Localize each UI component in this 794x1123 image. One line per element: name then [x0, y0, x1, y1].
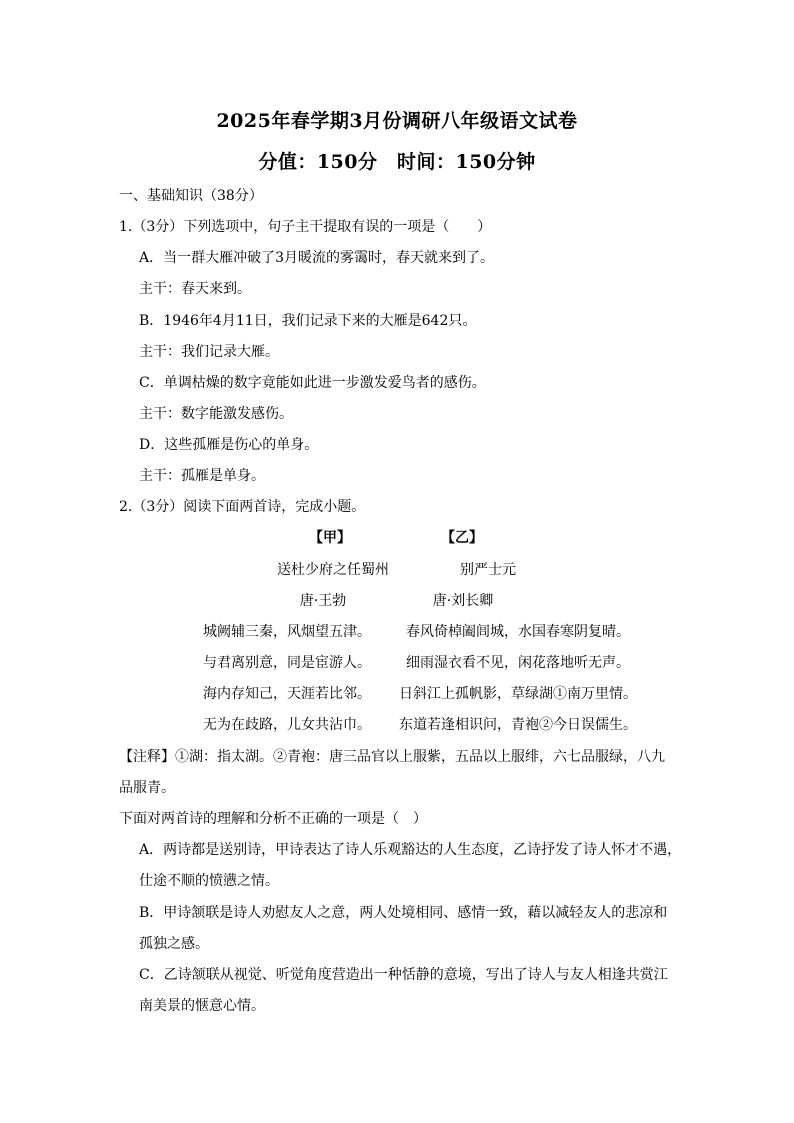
- question-2-stem: 2.（3分）阅读下面两首诗，完成小题。: [119, 499, 366, 515]
- poem-a-label: 【甲】: [309, 530, 351, 546]
- q1-option-a: A．当一群大雁冲破了3月暖流的雾霭时，春天就来到了。: [139, 250, 495, 266]
- q2-option-b: B．甲诗颔联是诗人劝慰友人之意，两人处境相同、感情一致，藉以减轻友人的悲凉和: [139, 905, 668, 921]
- poem-a-author: 唐·王勃: [299, 593, 347, 609]
- q1-option-c-trunk: 主干：数字能激发感伤。: [139, 406, 293, 422]
- q2-option-c-cont: 南美景的惬意心情。: [139, 998, 265, 1014]
- q2-option-b-cont: 孤独之感。: [139, 936, 209, 952]
- question-2-prompt: 下面对两首诗的理解和分析不正确的一项是（ ）: [119, 811, 427, 827]
- section-heading: 一、基础知识（38分）: [119, 188, 263, 204]
- poem-b-line: 东道若逢相识问，青袍②今日误儒生。: [399, 717, 637, 733]
- poem-a-line: 海内存知己，天涯若比邻。: [203, 686, 371, 702]
- q1-option-d-trunk: 主干：孤雁是单身。: [139, 468, 265, 484]
- exam-subtitle: 分值：150分 时间：150分钟: [258, 151, 536, 173]
- poem-b-line: 细雨湿衣看不见，闲花落地听无声。: [406, 655, 630, 671]
- poem-b-label: 【乙】: [441, 530, 483, 546]
- poem-notes: 【注释】①湖：指太湖。②青袍：唐三品官以上服紫，五品以上服绯，六七品服绿，八九: [119, 749, 665, 765]
- q1-option-b: B．1946年4月11日，我们记录下来的大雁是642只。: [139, 313, 477, 329]
- poem-b-title: 别严士元: [460, 562, 516, 578]
- question-1-stem: 1.（3分）下列选项中，句子主干提取有误的一项是（ ）: [119, 219, 492, 235]
- q1-option-c: C．单调枯燥的数字竟能如此进一步激发爱鸟者的感伤。: [139, 375, 486, 391]
- q1-option-d: D．这些孤雁是伤心的单身。: [139, 437, 319, 453]
- q2-option-c: C．乙诗颔联从视觉、听觉角度营造出一种恬静的意境，写出了诗人与友人相逢共赏江: [139, 967, 668, 983]
- q2-option-a-cont: 仕途不顺的愤懑之情。: [139, 873, 279, 889]
- poem-a-line: 无为在歧路，儿女共沾巾。: [203, 717, 371, 733]
- poem-a-line: 与君离别意，同是宦游人。: [203, 655, 371, 671]
- poem-b-author: 唐·刘长卿: [432, 593, 494, 609]
- poem-a-line: 城阙辅三秦，风烟望五津。: [203, 624, 371, 640]
- poem-b-line: 日斜江上孤帆影，草绿湖①南万里情。: [399, 686, 637, 702]
- q2-option-a: A．两诗都是送别诗，甲诗表达了诗人乐观豁达的人生态度，乙诗抒发了诗人怀才不遇，: [139, 842, 682, 858]
- poem-a-title: 送杜少府之任蜀州: [277, 562, 389, 578]
- poem-notes-continued: 品服青。: [119, 780, 175, 796]
- q1-option-b-trunk: 主干：我们记录大雁。: [139, 344, 279, 360]
- poem-b-line: 春风倚棹阖闾城，水国春寒阴复晴。: [406, 624, 630, 640]
- exam-title: 2025年春学期3月份调研八年级语文试卷: [216, 110, 578, 132]
- q1-option-a-trunk: 主干：春天来到。: [139, 281, 251, 297]
